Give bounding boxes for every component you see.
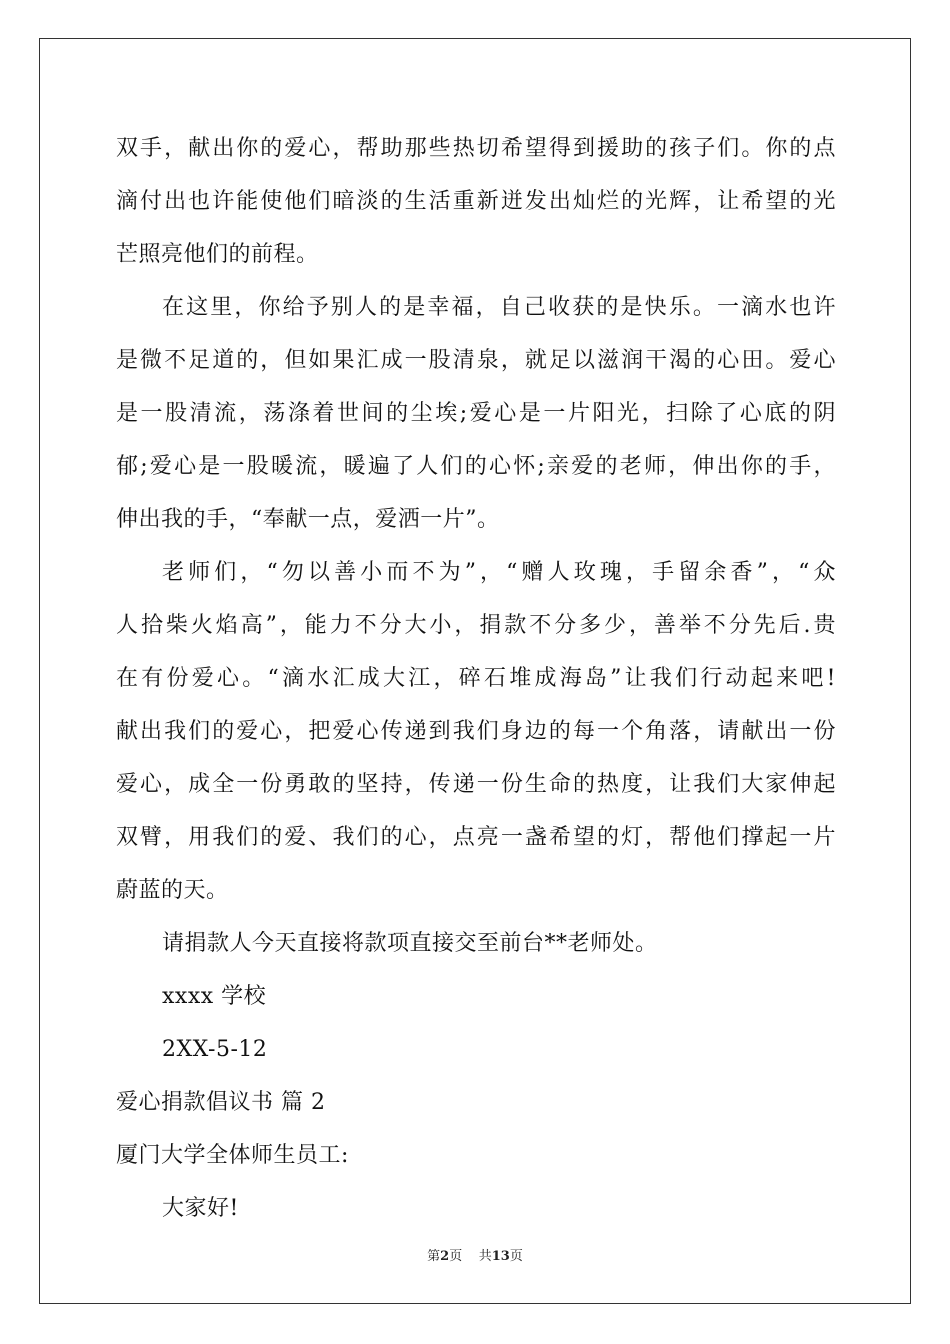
- paragraph-start-line: 在这里，你给予别人的是幸福，自己收获的是快乐。一滴水也许: [162, 295, 836, 320]
- page-footer: [0, 1245, 950, 1264]
- text-line: 滴付出也许能使他们暗淡的生活重新迸发出灿烂的光辉，让希望的光: [116, 189, 836, 214]
- page-prefix: 第: [427, 1249, 441, 1264]
- signature-date: 2XX-5-12: [162, 1037, 268, 1062]
- page-suffix: 页: [449, 1249, 463, 1264]
- text-line: 双手，献出你的爱心，帮助那些热切希望得到援助的孩子们。你的点: [116, 136, 836, 161]
- text-line: 献出我们的爱心，把爱心传递到我们身边的每一个角落，请献出一份: [116, 719, 836, 744]
- text-line: 人拾柴火焰高”，能力不分大小，捐款不分多少，善举不分先后.贵: [116, 613, 836, 638]
- page-current: 2: [440, 1249, 450, 1264]
- text-line: 郁;爱心是一股暖流，暖遍了人们的心怀;亲爱的老师，伸出你的手，: [116, 454, 836, 479]
- paragraph-start-line: 老师们，“勿以善小而不为”，“赠人玫瑰，手留余香”，“众: [162, 560, 836, 585]
- total-prefix: 共: [478, 1249, 492, 1264]
- section-title: 爱心捐款倡议书 篇 2: [116, 1090, 326, 1115]
- salutation: 厦门大学全体师生员工:: [116, 1143, 349, 1168]
- donation-instruction: 请捐款人今天直接将款项直接交至前台**老师处。: [162, 931, 658, 956]
- text-line: 芒照亮他们的前程。: [116, 242, 319, 267]
- text-line: 是一股清流，荡涤着世间的尘埃;爱心是一片阳光，扫除了心底的阴: [116, 401, 836, 426]
- text-line: 伸出我的手，“奉献一点，爱洒一片”。: [116, 507, 500, 532]
- text-line: 双臂，用我们的爱、我们的心，点亮一盏希望的灯，帮他们撑起一片: [116, 825, 836, 850]
- signature-school: xxxx 学校: [162, 984, 267, 1009]
- text-line: 蔚蓝的天。: [116, 878, 229, 903]
- document-body: [116, 122, 836, 1235]
- greeting: 大家好!: [162, 1196, 239, 1221]
- text-line: 在有份爱心。“滴水汇成大江，碎石堆成海岛”让我们行动起来吧!: [116, 666, 836, 691]
- total-suffix: 页: [509, 1249, 523, 1264]
- text-line: 是微不足道的，但如果汇成一股清泉，就足以滋润干渴的心田。爱心: [116, 348, 836, 373]
- page-total: 13: [491, 1249, 510, 1264]
- text-line: 爱心，成全一份勇敢的坚持，传递一份生命的热度，让我们大家伸起: [116, 772, 836, 797]
